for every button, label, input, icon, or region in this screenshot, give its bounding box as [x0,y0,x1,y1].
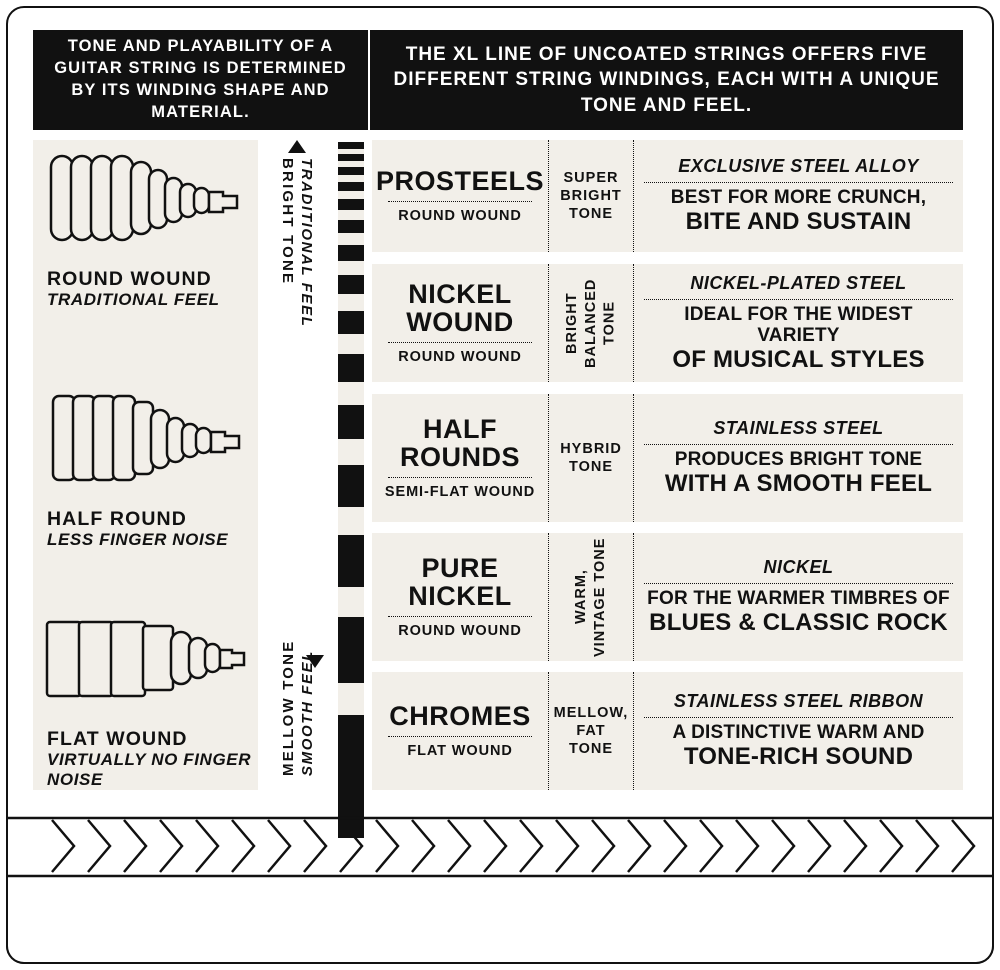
flat-wound-illustration [33,608,258,728]
series-winding: ROUND WOUND [398,349,522,366]
series-description-cell [634,264,963,382]
flat-wound-svg [33,608,258,728]
series-desc-line1: PRODUCES BRIGHT TONE [674,449,923,471]
divider [388,616,532,617]
divider [644,299,953,300]
series-tone-cell [548,140,634,252]
winding-title: HALF ROUND [47,508,187,530]
header-banner [33,30,963,130]
series-winding: ROUND WOUND [398,623,522,640]
winding-block-flat-wound [33,608,258,790]
header-right-panel [370,30,963,130]
winding-subtitle: TRADITIONAL FEEL [47,290,220,310]
series-tone: WARM, VINTAGE TONE [573,537,608,657]
divider [388,736,532,737]
series-name-cell [372,394,548,522]
series-name-cell [372,140,548,252]
series-tone: BRIGHT BALANCED TONE [563,278,618,368]
series-material: NICKEL [763,557,834,578]
bottom-string-svg [8,812,992,882]
series-description-cell [634,672,963,790]
divider [388,201,532,202]
series-name: PROSTEELS [375,165,545,196]
series-tone: SUPER BRIGHT TONE [560,169,622,223]
series-description-cell [634,394,963,522]
mellow-tone-arrow-icon [306,655,324,668]
winding-illustration-column [33,140,258,790]
round-wound-illustration [33,148,258,268]
divider [644,182,953,183]
round-wound-label [33,268,258,310]
series-description-cell [634,140,963,252]
series-material: EXCLUSIVE STEEL ALLOY [678,156,919,177]
half-round-svg [33,388,258,508]
divider [644,583,953,584]
series-tone-cell [548,264,634,382]
series-winding: ROUND WOUND [398,208,522,225]
series-tone-cell [548,533,634,661]
tone-gradient-ladder [338,142,364,788]
table-row[interactable] [372,533,963,661]
axis-traditional-feel-label: TRADITIONAL FEEL [298,158,315,328]
round-wound-svg [33,148,258,268]
table-row[interactable] [372,394,963,522]
series-desc-line2: OF MUSICAL STYLES [672,345,925,373]
series-name-cell [372,264,548,382]
table-row[interactable] [372,672,963,790]
series-name: HALF ROUNDS [399,413,520,472]
series-name: CHROMES [389,700,531,731]
series-name: NICKEL WOUND [406,278,514,337]
series-name-cell [372,533,548,661]
series-material: STAINLESS STEEL RIBBON [673,691,924,712]
bottom-string-graphic [8,812,992,882]
series-tone-cell [548,672,634,790]
series-desc-line1: FOR THE WARMER TIMBRES OF [647,588,950,610]
series-name: PURE NICKEL [408,552,512,611]
divider [644,717,953,718]
axis-mellow-tone-label: MELLOW TONE [280,639,297,776]
string-series-rows [372,140,963,790]
series-desc-line2: TONE-RICH SOUND [683,743,914,771]
series-material: STAINLESS STEEL [713,418,884,439]
flat-wound-label [33,728,258,790]
table-row[interactable] [372,140,963,252]
series-name-cell [372,672,548,790]
header-left-panel [33,30,370,130]
series-material: NICKEL-PLATED STEEL [690,272,907,293]
series-tone-cell [548,394,634,522]
divider [388,477,532,478]
winding-subtitle: VIRTUALLY NO FINGER NOISE [47,750,252,789]
winding-title: ROUND WOUND [47,268,212,290]
series-desc-line2: BLUES & CLASSIC ROCK [649,609,948,637]
series-desc-line2: WITH A SMOOTH FEEL [664,470,933,498]
bright-tone-arrow-icon [288,140,306,153]
header-right-text: THE XL LINE OF UNCOATED STRINGS OFFERS FIVE DIFFERENT STRING WINDINGS, EACH WITH A UNIQUE TONE AND FEEL. [393,43,940,116]
series-desc-line2: BITE AND SUSTAIN [685,208,912,236]
table-row[interactable] [372,264,963,382]
series-description-cell [634,533,963,661]
half-round-illustration [33,388,258,508]
winding-title: FLAT WOUND [47,728,188,750]
series-winding: SEMI-FLAT WOUND [384,484,536,501]
axis-bright-tone-label: BRIGHT TONE [279,158,296,286]
divider [388,342,532,343]
series-tone: MELLOW, FAT TONE [553,704,629,758]
winding-block-half-round [33,388,258,550]
series-tone: HYBRID TONE [560,440,622,475]
divider [644,444,953,445]
series-winding: FLAT WOUND [407,743,513,760]
bottom-blank-panel [6,884,994,964]
series-desc-line1: A DISTINCTIVE WARM AND [672,722,925,744]
winding-subtitle: LESS FINGER NOISE [47,530,229,550]
winding-block-round-wound [33,148,258,310]
half-round-label [33,508,258,550]
series-desc-line1: IDEAL FOR THE WIDEST VARIETY [684,303,913,346]
axis-smooth-feel-label: SMOOTH FEEL [299,650,316,776]
header-left-text: TONE AND PLAYABILITY OF A GUITAR STRING IS DETERMINED BY ITS WINDING SHAPE AND MATERIAL. [54,37,347,121]
tone-axis-labels [266,140,322,790]
series-desc-line1: BEST FOR MORE CRUNCH, [670,187,927,209]
